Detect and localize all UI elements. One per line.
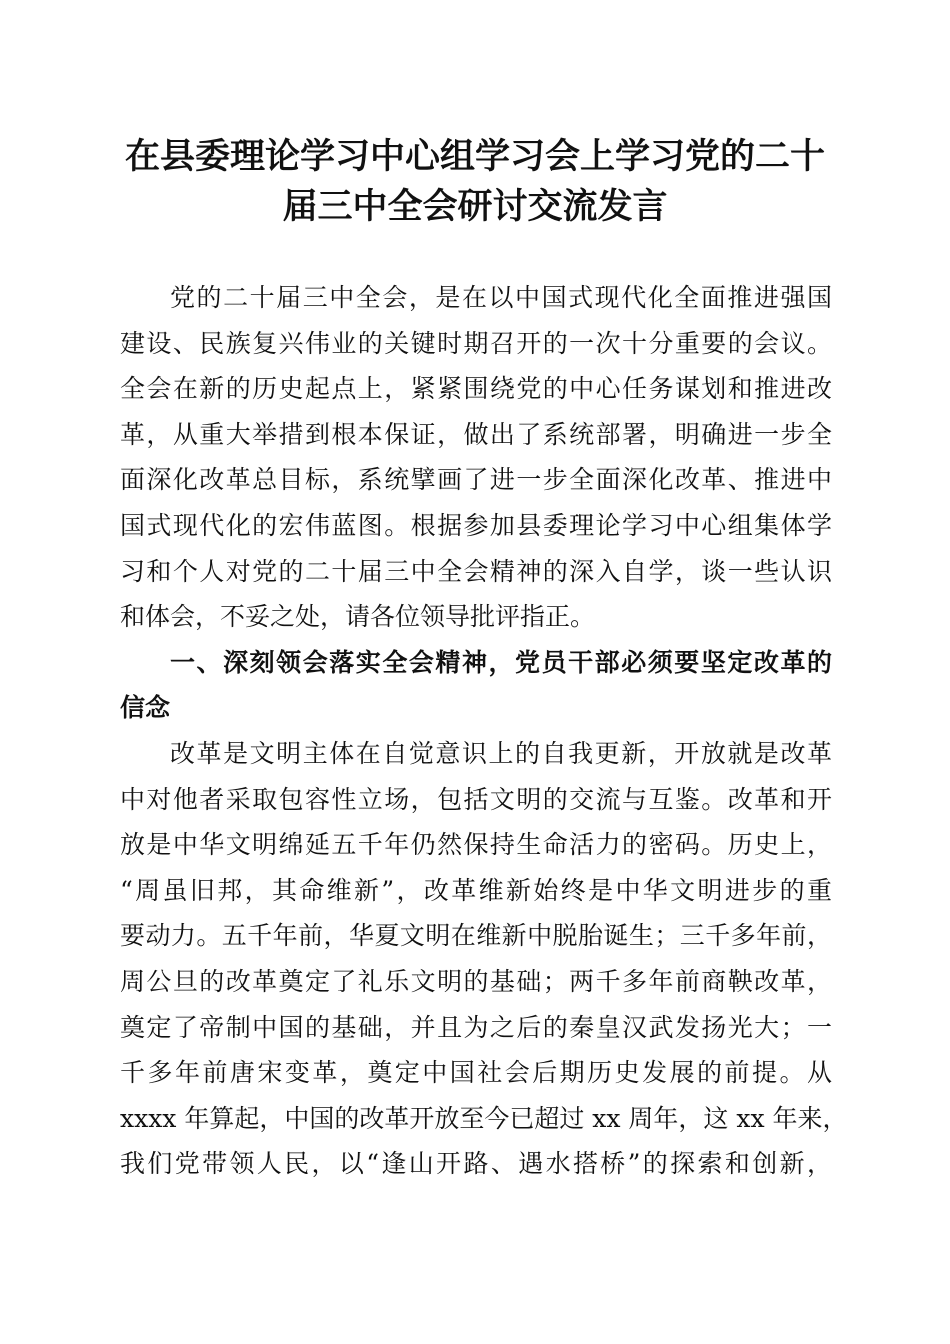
text-line: 要动力。五千年前，华夏文明在维新中脱胎诞生；三千多年前， [120, 921, 832, 951]
text-line: 面深化改革总目标，系统擘画了进一步全面深化改革、推进中 [120, 465, 832, 495]
section-heading [120, 640, 832, 731]
document-title [110, 132, 840, 232]
text-line: xxxx 年算起，中国的改革开放至今已超过 xx 周年，这 xx 年来， [120, 1103, 848, 1133]
title-line: 届三中全会研讨交流发言 [282, 186, 668, 227]
title-line: 在县委理论学习中心组学习会上学习党的二十 [124, 136, 825, 177]
text-line: “周虽旧邦，其命维新”，改革维新始终是中华文明进步的重 [120, 875, 832, 905]
text-line: 和体会，不妥之处，请各位领导批评指正。 [120, 602, 596, 632]
paragraph [120, 275, 832, 640]
text-line: 国式现代化的宏伟蓝图。根据参加县委理论学习中心组集体学 [120, 510, 832, 540]
text-line: 放是中华文明绵延五千年仍然保持生命活力的密码。历史上， [120, 830, 832, 860]
text-line: 我们党带领人民，以“逢山开路、遇水搭桥”的探索和创新， [120, 1149, 832, 1179]
text-line: 全会在新的历史起点上，紧紧围绕党的中心任务谋划和推进改 [120, 374, 832, 404]
text-line: 信念 [120, 693, 171, 723]
text-line: 习和个人对党的二十届三中全会精神的深入自学，谈一些认识 [120, 556, 832, 586]
document-body [120, 275, 848, 1187]
text-line: 周公旦的改革奠定了礼乐文明的基础；两千多年前商鞅改革， [120, 966, 832, 996]
text-line: 千多年前唐宋变革，奠定中国社会后期历史发展的前提。从 [120, 1058, 832, 1088]
text-line: 革，从重大举措到根本保证，做出了系统部署，明确进一步全 [120, 419, 832, 449]
text-line: 党的二十届三中全会，是在以中国式现代化全面推进强国 [170, 283, 832, 312]
paragraph [120, 731, 848, 1187]
text-line: 奠定了帝制中国的基础，并且为之后的秦皇汉武发扬光大；一 [120, 1012, 832, 1042]
text-line: 改革是文明主体在自觉意识上的自我更新，开放就是改革 [170, 738, 832, 768]
text-line: 中对他者采取包容性立场，包括文明的交流与互鉴。改革和开 [120, 784, 832, 814]
text-line: 建设、民族复兴伟业的关键时期召开的一次十分重要的会议。 [120, 328, 832, 358]
text-line: 一、深刻领会落实全会精神，党员干部必须要坚定改革的 [170, 647, 832, 677]
